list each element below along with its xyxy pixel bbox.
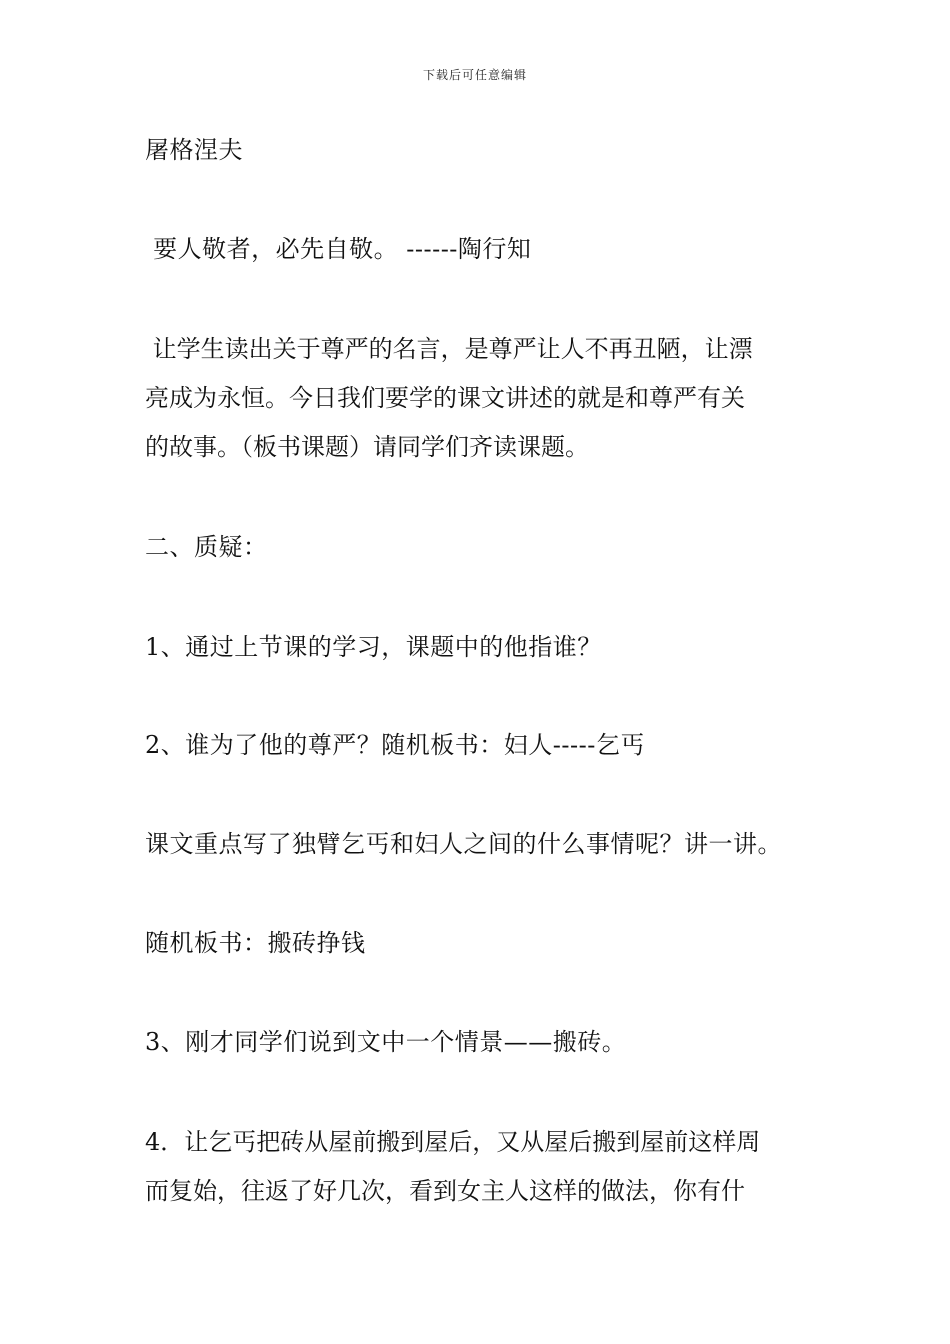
question-4-line: 而复始，往返了好几次，看到女主人这样的做法，你有什	[145, 1177, 745, 1205]
intro-line: 亮成为永恒。今日我们要学的课文讲述的就是和尊严有关	[145, 384, 745, 412]
board-note: 随机板书：搬砖挣钱	[145, 929, 366, 957]
quote-line: 要人敬者，必先自敬。 ------陶行知	[145, 235, 532, 263]
question-4-paragraph	[145, 1118, 810, 1216]
question-2-followup: 课文重点写了独臂乞丐和妇人之间的什么事情呢？讲一讲。	[145, 830, 782, 858]
intro-line: 的故事。（板书课题）请同学们齐读课题。	[145, 433, 589, 461]
header-note: 下载后可任意编辑	[422, 68, 527, 82]
question-1: 1、通过上节课的学习，课题中的他指谁？	[145, 633, 602, 661]
question-3: 3、刚才同学们说到文中一个情景——搬砖。	[145, 1028, 627, 1056]
section-title: 二、质疑：	[145, 533, 268, 561]
intro-line: 让学生读出关于尊严的名言，是尊严让人不再丑陋，让漂	[145, 335, 753, 363]
intro-paragraph	[145, 325, 810, 472]
question-4-line: 4．让乞丐把砖从屋前搬到屋后，又从屋后搬到屋前这样周	[145, 1128, 761, 1156]
author-line: 屠格涅夫	[145, 136, 243, 164]
question-2: 2、谁为了他的尊严？随机板书：妇人-----乞丐	[145, 731, 645, 759]
